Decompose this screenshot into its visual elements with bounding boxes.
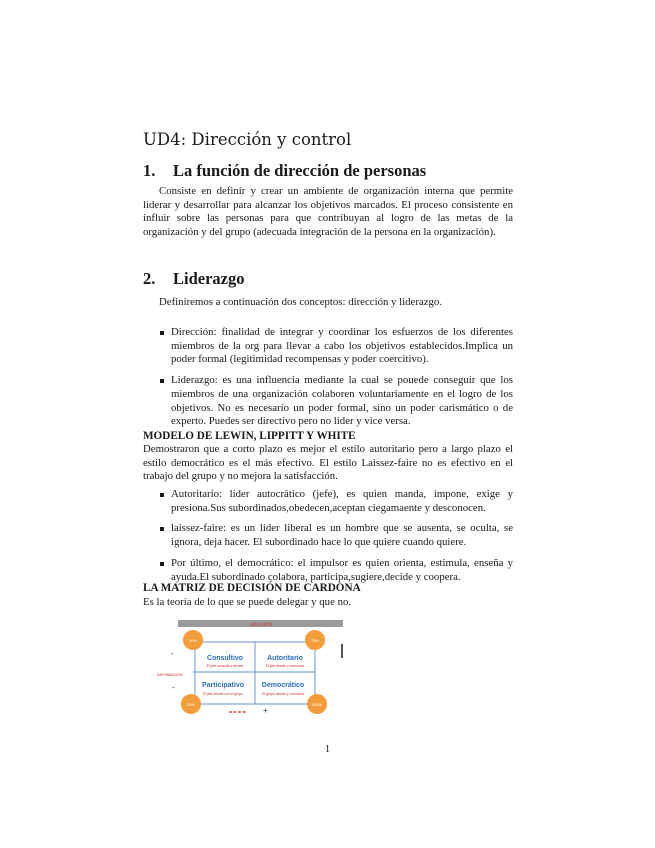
section-1-title: La función de dirección de personas	[173, 161, 427, 180]
quadrant-participativo-sub: El jefe decide con el grupo	[203, 692, 243, 696]
information-axis-label: INFORMACIÓN	[157, 673, 183, 677]
list-item: Autoritario: lider autocrático (jefe), es quien manda, impone, exige y presiona.Sus subordinados,obedecen,aceptan ciegamaente y desconocen.	[143, 488, 513, 515]
decision-axis-label: DECISIÓN	[250, 622, 272, 627]
list-item: Liderazgo: es una influencia mediante la cual se pouede conseguir que los miembros de una organización colaboren voluntariamente en el logro de los objetivos. No es necesario un poder formal, sino un poder carismático o de experto. Puedes ser directivo pero no lider y vice versa.	[143, 374, 513, 429]
lewin-heading: MODELO DE LEWIN, LIPPITT Y WHITE	[143, 430, 356, 442]
corner-circle-label: 100%	[311, 702, 323, 707]
lewin-paragraph: Demostraron que a corto plazo es mejor el estilo autoritario pero a largo plazo el estilo democrático es el más efectivo. El estilo Laissez-faire no es efectivo en el trabajo del grupo y no mejora la satisfacción.	[143, 443, 513, 483]
quadrant-autoritario-title: Autoritario	[267, 655, 303, 662]
lewin-bullet-list	[143, 488, 513, 591]
list-item: Dirección: finalidad de integrar y coordinar los esfuerzos de los diferentes miembros de la org para llevar a cabo los objetivos establecidos.Implica un poder formal (legitimidad recompensas y poder coercitivo).	[143, 326, 513, 367]
quadrant-democratico-sub: El grupo decide y comunica	[262, 692, 304, 696]
document-title: UD4: Dirección y control	[143, 130, 352, 149]
page-number: 1	[324, 744, 331, 755]
list-item: Por último, el democrático: el impulsor es quien orienta, estimula, enseña y ayuda.El subordinado colabora, participa,sugiere,decide y coopera.	[143, 557, 513, 584]
quadrant-consultivo-sub: El jefe consulta y decide	[206, 664, 244, 668]
cursor-mark	[341, 644, 343, 658]
cardona-paragraph: Es la teoría de lo que se puede delegar y que no.	[143, 596, 352, 608]
quadrant-consultivo-title: Consultivo	[206, 655, 244, 662]
list-item: laissez-faire: es un lider liberal es un hombre que se ausenta, se oculta, se ignora, deja hacer. El subordinado hace lo que quiere cuando quiere.	[143, 522, 513, 549]
corner-circle-label: 50%	[188, 638, 198, 643]
section-2-title: Liderazgo	[173, 269, 245, 288]
section-1-heading	[143, 161, 426, 181]
quadrant-democratico-title: Democrático	[261, 682, 305, 689]
section-2-number: 2.	[143, 269, 156, 288]
section-1-paragraph: Consiste en definir y crear un ambiente de organización interna que permite liderar y desarrollar para alcanzar los objetivos marcados. El proceso consistente en influir sobre las personas para que contribuyan al logro de las metas de la organización y del grupo (adecuada integración de la persona en la organización).	[143, 185, 513, 239]
axis-minus-top: -	[171, 649, 174, 658]
tiny-mark: ·	[157, 626, 159, 632]
axis-plus: +	[263, 706, 268, 715]
axis-minus-bottom: -	[172, 683, 175, 692]
cardona-heading: LA MATRIZ DE DECISIÓN DE CARDONA	[143, 582, 361, 594]
cardona-matrix-figure	[143, 618, 363, 728]
corner-circle-label: 75%	[310, 638, 320, 643]
quadrant-autoritario-sub: El jefe decide y comunica	[265, 664, 305, 668]
section-2-intro: Definiremos a continuación dos conceptos: dirección y liderazgo.	[159, 296, 443, 308]
section-2-bullet-list	[143, 326, 513, 436]
corner-circle-label: 25%	[186, 702, 196, 707]
section-1-number: 1.	[143, 161, 156, 180]
quadrant-participativo-title: Participativo	[201, 682, 245, 689]
section-2-heading	[143, 269, 245, 289]
